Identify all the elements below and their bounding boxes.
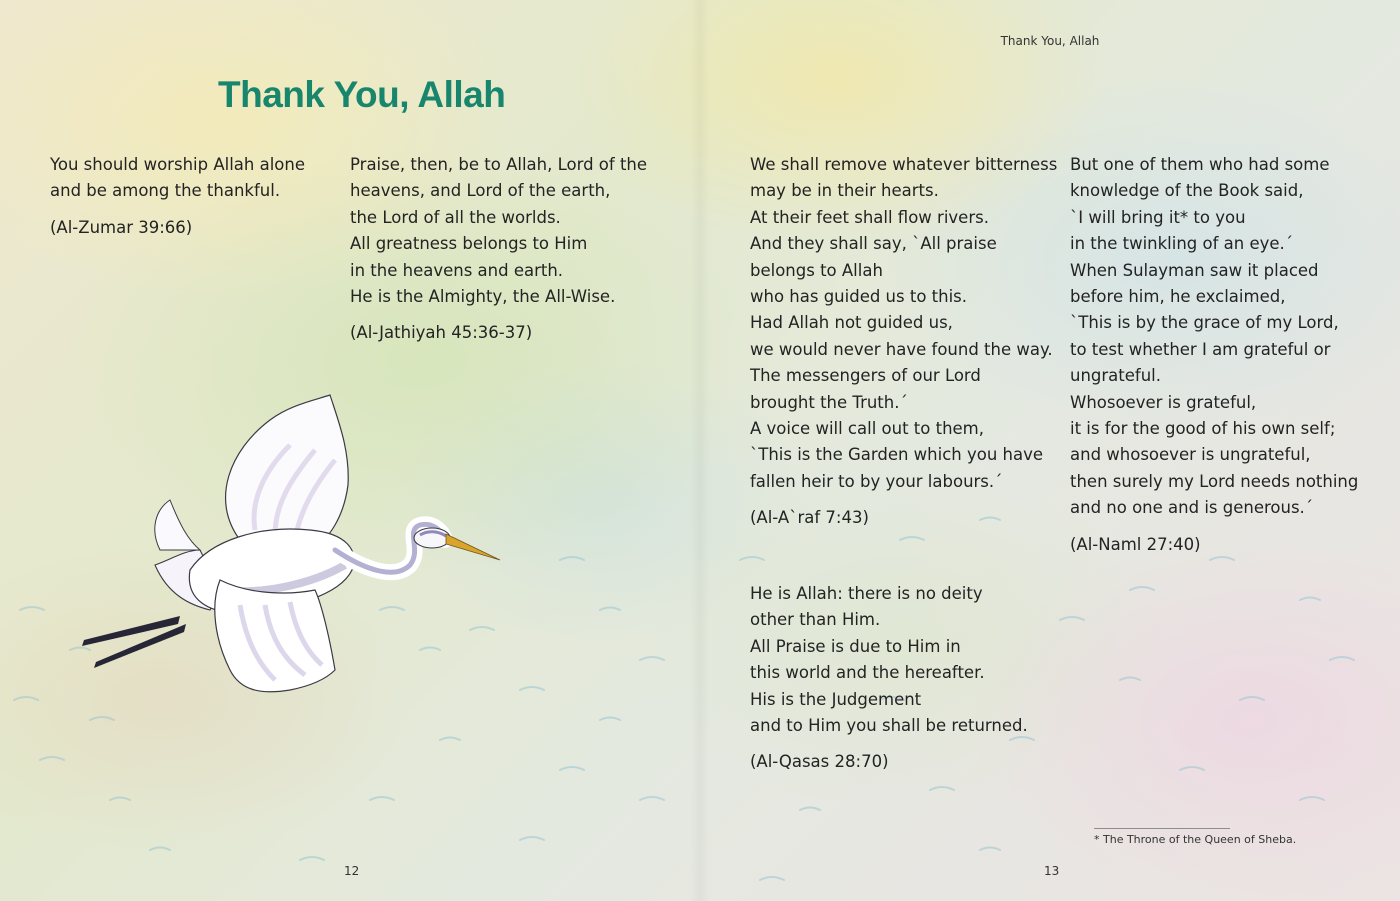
running-head: Thank You, Allah	[1000, 34, 1100, 48]
verse-line: `This is by the grace of my Lord,	[1070, 313, 1339, 333]
verse-line: He is the Almighty, the All-Wise.	[350, 287, 616, 307]
verse-line: We shall remove whatever bitterness	[750, 155, 1058, 174]
verse-line: `I will bring it* to you	[1070, 207, 1246, 227]
verse-line: ungrateful.	[1070, 366, 1161, 386]
verse-block	[50, 152, 305, 241]
verse-line: All Praise is due to Him in	[750, 636, 961, 656]
verse-line: His is the Judgement	[750, 689, 922, 709]
verse-citation: (Al-Naml 27:40)	[1070, 534, 1201, 554]
verse-block	[750, 581, 1028, 776]
verse-line: You should worship Allah alone	[50, 155, 305, 174]
verse-line: in the heavens and earth.	[350, 260, 564, 280]
verse-citation: (Al-Qasas 28:70)	[750, 752, 889, 772]
verse-line: fallen heir to by your labours.´	[750, 471, 1003, 491]
page-title: Thank You, Allah	[218, 74, 506, 115]
verse-line: But one of them who had some	[1070, 155, 1330, 174]
verse-line: and whosoever is ungrateful,	[1070, 445, 1311, 465]
verse-line: A voice will call out to them,	[750, 419, 985, 439]
verse-line: in the twinkling of an eye.´	[1070, 234, 1294, 254]
verse-line: He is Allah: there is no deity	[750, 584, 983, 603]
verse-block	[350, 152, 647, 347]
footnote: * The Throne of the Queen of Sheba.	[1094, 833, 1297, 846]
verse-line: knowledge of the Book said,	[1070, 181, 1304, 201]
verse-citation: (Al-Jathiyah 45:36-37)	[350, 323, 533, 343]
verse-line: this world and the hereafter.	[750, 663, 985, 683]
verse-line: the Lord of all the worlds.	[350, 207, 561, 227]
verse-line: Praise, then, be to Allah, Lord of the	[350, 155, 648, 174]
verse-line: belongs to Allah	[750, 260, 883, 280]
page-number-right: 13	[1044, 864, 1060, 878]
verse-line: to test whether I am grateful or	[1070, 339, 1331, 359]
verse-citation: (Al-A`raf 7:43)	[750, 508, 869, 528]
verse-line: And they shall say, `All praise	[750, 234, 997, 254]
verse-block	[750, 152, 1057, 532]
verse-citation: (Al-Zumar 39:66)	[50, 217, 193, 237]
egret-illustration	[60, 390, 520, 700]
verse-line: All greatness belongs to Him	[350, 234, 588, 254]
verse-line: heavens, and Lord of the earth,	[350, 181, 611, 201]
verse-line: brought the Truth.´	[750, 392, 908, 412]
verse-line: At their feet shall flow rivers.	[750, 207, 989, 227]
verse-line: who has guided us to this.	[750, 287, 968, 307]
verse-line: it is for the good of his own self;	[1070, 419, 1336, 439]
verse-line: and no one and is generous.´	[1070, 498, 1314, 518]
verse-line: before him, he exclaimed,	[1070, 287, 1286, 307]
verse-line: and be among the thankful.	[50, 181, 281, 201]
verse-block	[1070, 152, 1358, 558]
verse-line: `This is the Garden which you have	[750, 445, 1044, 465]
page-number-left: 12	[344, 864, 360, 878]
verse-line: Whosoever is grateful,	[1070, 392, 1257, 412]
verse-line: Had Allah not guided us,	[750, 313, 953, 333]
verse-line: then surely my Lord needs nothing	[1070, 471, 1359, 491]
verse-line: The messengers of our Lord	[750, 366, 981, 386]
verse-line: other than Him.	[750, 610, 881, 630]
verse-line: may be in their hearts.	[750, 181, 939, 201]
verse-line: we would never have found the way.	[750, 339, 1053, 359]
book-gutter	[690, 0, 710, 901]
verse-line: and to Him you shall be returned.	[750, 716, 1028, 736]
footnote-rule	[1094, 828, 1230, 829]
verse-line: When Sulayman saw it placed	[1070, 260, 1319, 280]
